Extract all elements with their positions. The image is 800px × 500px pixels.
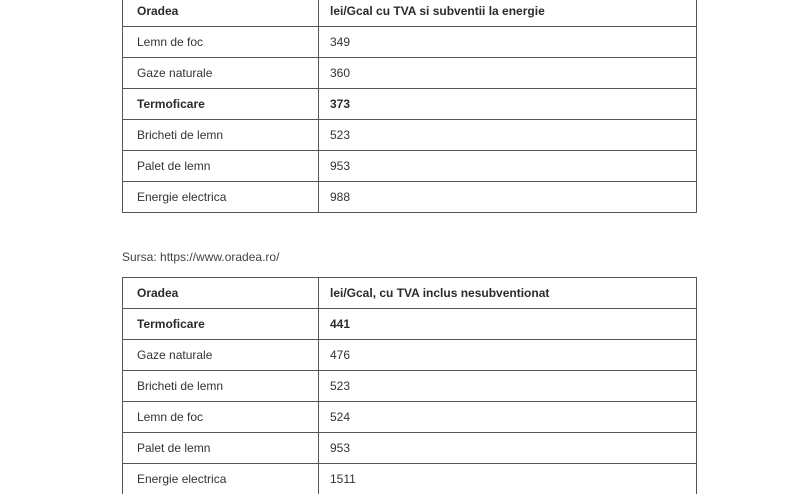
header-price-cell: lei/Gcal cu TVA si subventii la energie bbox=[319, 0, 697, 27]
header-price-cell: lei/Gcal, cu TVA inclus nesubventionat bbox=[319, 278, 697, 309]
price-cell: 441 bbox=[319, 309, 697, 340]
table-row bbox=[123, 151, 697, 182]
source-citation: Sursa: https://www.oradea.ro/ bbox=[122, 250, 280, 264]
table-row bbox=[123, 120, 697, 151]
price-cell: 360 bbox=[319, 58, 697, 89]
header-region-cell: Oradea bbox=[123, 278, 319, 309]
price-cell: 523 bbox=[319, 120, 697, 151]
table-row bbox=[123, 371, 697, 402]
price-cell: 988 bbox=[319, 182, 697, 213]
table-row bbox=[123, 340, 697, 371]
table-row bbox=[123, 464, 697, 495]
table-row bbox=[123, 182, 697, 213]
fuel-name-cell: Termoficare bbox=[123, 89, 319, 120]
header-region-cell: Oradea bbox=[123, 0, 319, 27]
fuel-name-cell: Energie electrica bbox=[123, 182, 319, 213]
price-cell: 524 bbox=[319, 402, 697, 433]
fuel-name-cell: Lemn de foc bbox=[123, 27, 319, 58]
table-header-row bbox=[123, 278, 697, 309]
fuel-name-cell: Gaze naturale bbox=[123, 58, 319, 89]
fuel-name-cell: Termoficare bbox=[123, 309, 319, 340]
energy-price-table-subsidized bbox=[122, 0, 697, 213]
price-cell: 953 bbox=[319, 433, 697, 464]
table-row-highlighted bbox=[123, 309, 697, 340]
fuel-name-cell: Bricheti de lemn bbox=[123, 120, 319, 151]
price-cell: 373 bbox=[319, 89, 697, 120]
fuel-name-cell: Palet de lemn bbox=[123, 151, 319, 182]
table-row bbox=[123, 27, 697, 58]
table-row-highlighted bbox=[123, 89, 697, 120]
price-cell: 476 bbox=[319, 340, 697, 371]
fuel-name-cell: Palet de lemn bbox=[123, 433, 319, 464]
fuel-name-cell: Gaze naturale bbox=[123, 340, 319, 371]
price-cell: 953 bbox=[319, 151, 697, 182]
energy-price-table-unsubsidized bbox=[122, 277, 697, 494]
table-row bbox=[123, 58, 697, 89]
table-header-row bbox=[123, 0, 697, 27]
price-cell: 1511 bbox=[319, 464, 697, 495]
table-row bbox=[123, 402, 697, 433]
fuel-name-cell: Lemn de foc bbox=[123, 402, 319, 433]
fuel-name-cell: Bricheti de lemn bbox=[123, 371, 319, 402]
price-cell: 523 bbox=[319, 371, 697, 402]
price-cell: 349 bbox=[319, 27, 697, 58]
fuel-name-cell: Energie electrica bbox=[123, 464, 319, 495]
table-row bbox=[123, 433, 697, 464]
